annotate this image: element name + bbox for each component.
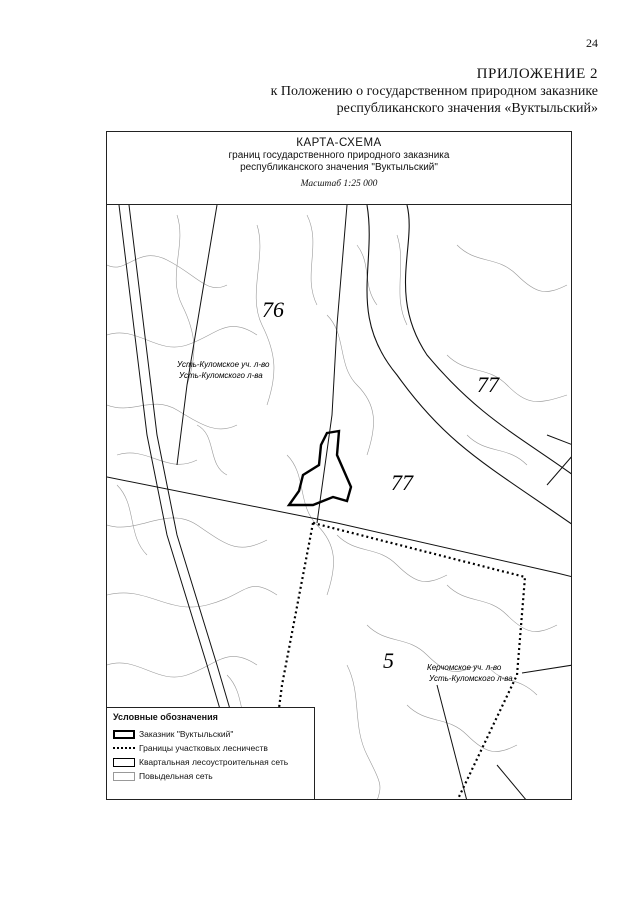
map-title: КАРТА-СХЕМА (296, 137, 382, 149)
legend-item-forestry-boundary (113, 741, 308, 755)
map-subtitle-2: республиканского значения "Вуктыльский" (240, 161, 438, 173)
quarter-number-5: 5 (383, 648, 394, 673)
forestry-label-ust-kulom-north-1: Усть-Куломское уч. л-во (177, 360, 270, 369)
legend-symbol-contour (113, 772, 135, 781)
legend-item-contour-network (113, 769, 308, 783)
map-subtitle-1: границ государственного природного заказника (228, 150, 450, 161)
appendix-title: ПРИЛОЖЕНИЕ 2 (476, 66, 598, 82)
appendix-line-3: республиканского значения «Вуктыльский» (336, 101, 598, 116)
legend-item-quarter-network (113, 755, 308, 769)
forestry-label-kerchom-2: Усть-Куломского л-ва (429, 674, 513, 683)
quarter-number-77-south: 77 (391, 470, 413, 495)
legend-symbol-dotted (113, 747, 135, 749)
map-frame (106, 131, 572, 800)
forestry-label-kerchom-1: Керчомское уч. л-во (427, 663, 502, 672)
legend-label: Квартальная лесоустроительная сеть (139, 757, 289, 767)
legend-symbol-quarter (113, 758, 135, 767)
appendix-header (271, 66, 598, 117)
legend-label: Повыдельная сеть (139, 771, 213, 781)
page-number: 24 (586, 36, 598, 50)
forestry-labels (176, 360, 513, 683)
legend-label: Границы участковых лесничеств (139, 743, 268, 753)
quarter-number-76: 76 (262, 297, 284, 322)
legend-item-reserve (113, 727, 308, 741)
legend-symbol-reserve (113, 730, 135, 739)
map-scale: Масштаб 1:25 000 (300, 179, 378, 189)
reserve-boundary (289, 431, 351, 505)
legend (107, 707, 315, 800)
appendix-line-2: к Положению о государственном природном заказнике (270, 84, 598, 99)
legend-label: Заказник "Вуктыльский" (139, 729, 234, 739)
map-header (107, 132, 571, 205)
forestry-label-ust-kulom-north-2: Усть-Куломского л-ва (179, 371, 263, 380)
legend-title: Условные обозначения (113, 712, 218, 722)
quarter-number-77-north: 77 (477, 372, 499, 397)
